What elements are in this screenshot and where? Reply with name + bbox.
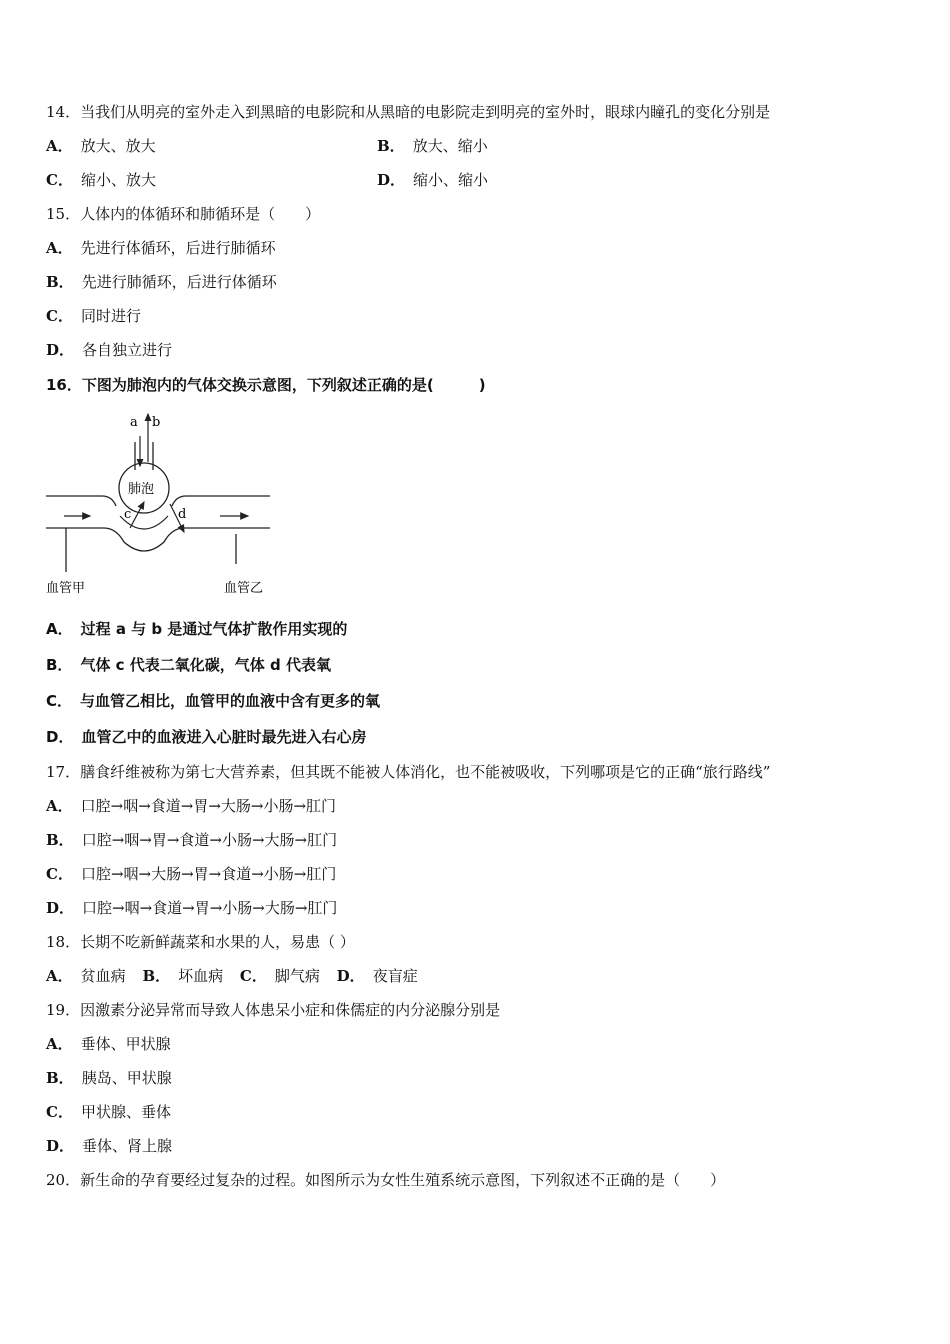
option-text: 坏血病 (178, 967, 224, 985)
option-label: A． (46, 797, 73, 815)
option-label: B． (46, 831, 74, 849)
option-label: C． (46, 692, 73, 710)
option-label: A． (46, 620, 73, 638)
q15-option-c (46, 306, 141, 326)
option-label: C． (46, 1103, 73, 1121)
label-c: c (124, 507, 132, 522)
option-text: 血管乙中的血液进入心脏时最先进入右心房 (81, 728, 367, 746)
option-label: C． (46, 865, 73, 883)
q17-option-c (46, 864, 336, 884)
option-label: D． (46, 341, 75, 359)
q19-option-b (46, 1068, 172, 1088)
option-text: 甲状腺、垂体 (80, 1103, 171, 1121)
option-text: 放大、缩小 (412, 137, 488, 155)
option-label: B． (46, 1069, 74, 1087)
option-text: 垂体、甲状腺 (80, 1035, 171, 1053)
question-text: 下图为肺泡内的气体交换示意图，下列叙述正确的是( ) (81, 376, 486, 394)
q17-stem: 17．膳食纤维被称为第七大营养素，但其既不能被人体消化，也不能被吸收，下列哪项是它的正确“旅行路线” (46, 763, 771, 781)
option-text: 过程 a 与 b 是通过气体扩散作用实现的 (80, 620, 348, 638)
option-text: 贫血病 (80, 967, 126, 985)
option-text: 放大、放大 (80, 137, 156, 155)
q19-stem: 19．因激素分泌异常而导致人体患呆小症和侏儒症的内分泌腺分别是 (46, 1001, 501, 1019)
option-text: 胰岛、甲状腺 (81, 1069, 172, 1087)
label-b: b (152, 415, 161, 430)
q14-option-d (377, 170, 488, 190)
label-d: d (178, 507, 187, 522)
option-text: 夜盲症 (372, 967, 418, 985)
option-text: 口腔→咽→食道→胃→大肠→小肠→肛门 (80, 797, 337, 815)
q14-stem: 14．当我们从明亮的室外走入到黑暗的电影院和从黑暗的电影院走到明亮的室外时，眼球内瞳孔的变化分别是 (46, 103, 771, 121)
q19-option-c (46, 1102, 171, 1122)
option-text: 同时进行 (80, 307, 141, 325)
q15-stem: 15．人体内的体循环和肺循环是（ ） (46, 205, 321, 223)
option-text: 先进行肺循环，后进行体循环 (81, 273, 277, 291)
q16-option-a (46, 619, 347, 639)
option-label: B． (377, 137, 405, 155)
option-text: 脚气病 (274, 967, 320, 985)
option-label: A． (46, 967, 73, 985)
label-a: a (130, 415, 138, 430)
question-number: 16． (46, 376, 82, 394)
option-text: 各自独立进行 (82, 341, 173, 359)
q17-option-a (46, 796, 336, 816)
q19-option-d (46, 1136, 172, 1156)
option-label: D． (46, 899, 75, 917)
q16-option-d (46, 727, 366, 747)
option-text: 缩小、放大 (80, 171, 156, 189)
q14-option-c (46, 170, 156, 190)
option-label: B． (142, 967, 171, 985)
q16-option-c (46, 691, 380, 711)
q15-option-d (46, 340, 172, 360)
option-label: C． (46, 171, 73, 189)
option-label: D． (377, 171, 406, 189)
q20-stem: 20．新生命的孕育要经过复杂的过程。如图所示为女性生殖系统示意图，下列叙述不正确的是（ ） (46, 1171, 726, 1189)
alveolus-label: 肺泡 (128, 482, 155, 497)
arrow-c (130, 502, 144, 528)
option-label: A． (46, 137, 73, 155)
option-text: 垂体、肾上腺 (82, 1137, 173, 1155)
q14-option-b (377, 136, 488, 156)
option-label: A． (46, 239, 73, 257)
q14-option-a (46, 136, 156, 156)
option-label: C． (46, 307, 73, 325)
option-text: 先进行体循环，后进行肺循环 (80, 239, 276, 257)
q17-option-d (46, 898, 337, 918)
option-label: A． (46, 1035, 73, 1053)
q16-option-b (46, 655, 331, 675)
q15-option-a (46, 238, 276, 258)
q16-stem (46, 375, 486, 395)
option-text: 缩小、缩小 (413, 171, 489, 189)
option-label: B． (46, 656, 73, 674)
q17-option-b (46, 830, 337, 850)
option-label: D． (46, 728, 74, 746)
option-label: B． (46, 273, 74, 291)
option-label: C． (239, 967, 267, 985)
option-text: 气体 c 代表二氧化碳，气体 d 代表氧 (80, 656, 331, 674)
q15-option-b (46, 272, 277, 292)
option-text: 与血管乙相比，血管甲的血液中含有更多的氧 (80, 692, 381, 710)
q18-options (46, 966, 418, 986)
q19-option-a (46, 1034, 171, 1054)
option-label: D． (336, 967, 365, 985)
vessel-yi-label: 血管乙 (224, 581, 264, 596)
option-text: 口腔→咽→大肠→胃→食道→小肠→肛门 (80, 865, 337, 883)
option-text: 口腔→咽→食道→胃→小肠→大肠→肛门 (82, 899, 338, 917)
q18-stem: 18．长期不吃新鲜蔬菜和水果的人，易患（ ） (46, 933, 355, 951)
vessel-jia-label: 血管甲 (46, 581, 86, 596)
option-label: D． (46, 1137, 75, 1155)
option-text: 口腔→咽→胃→食道→小肠→大肠→肛门 (81, 831, 338, 849)
alveolus-gas-exchange-diagram (44, 404, 276, 596)
